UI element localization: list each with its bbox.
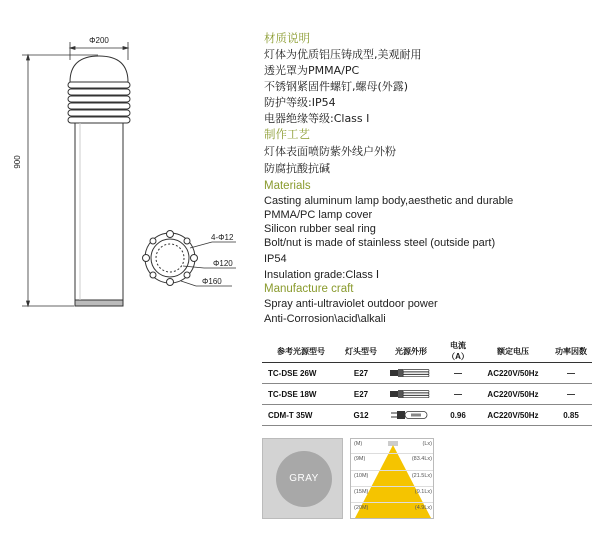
header-current: 电流（A） xyxy=(440,340,476,363)
cell-base: E27 xyxy=(340,384,382,405)
cell-model: TC-DSE 18W xyxy=(262,384,340,405)
cell-pf: — xyxy=(550,363,592,384)
distribution-row xyxy=(351,470,434,483)
cell-current: — xyxy=(440,363,476,384)
lux-label: (83.4Lx) xyxy=(411,456,432,462)
header-pf: 功率因数 xyxy=(550,340,592,363)
distribution-row xyxy=(351,439,434,452)
lux-label: (9.1Lx) xyxy=(414,489,432,495)
process-cn-line: 灯体表面喷防紫外线户外粉 xyxy=(264,145,396,158)
cfl-bulb-icon xyxy=(389,367,433,379)
cell-voltage: AC220V/50Hz xyxy=(476,384,550,405)
cell-shape xyxy=(382,405,440,426)
distance-label: (9M) xyxy=(354,456,366,462)
materials-en-line: IP54 xyxy=(264,253,287,265)
lamp-dome xyxy=(70,56,128,82)
materials-cn-line: 防护等级:IP54 xyxy=(264,96,336,109)
metal-halide-bulb-icon xyxy=(389,409,433,421)
process-cn-line: 防腐抗酸抗碱 xyxy=(264,162,330,175)
color-swatch xyxy=(262,438,343,519)
light-source-table xyxy=(262,340,592,426)
header-voltage: 额定电压 xyxy=(476,340,550,363)
table-row xyxy=(262,384,592,405)
callout-bolt: 4-Φ12 xyxy=(211,233,234,242)
distance-label: (10M) xyxy=(354,473,369,479)
light-distribution-panel xyxy=(350,438,434,519)
materials-en-line: Insulation grade:Class Ⅰ xyxy=(264,269,380,281)
process-cn-heading: 制作工艺 xyxy=(264,127,310,141)
materials-cn-line: 灯体为优质铝压铸成型,美观耐用 xyxy=(264,48,422,61)
lamp-fins xyxy=(68,82,130,123)
cell-shape xyxy=(382,363,440,384)
process-en-heading: Manufacture craft xyxy=(264,283,354,295)
lux-label: (Lx) xyxy=(422,441,432,447)
cell-current: — xyxy=(440,384,476,405)
height-label: 900 xyxy=(13,155,22,169)
cell-model: CDM-T 35W xyxy=(262,405,340,426)
cell-model: TC-DSE 26W xyxy=(262,363,340,384)
base-plan-view xyxy=(143,231,198,286)
lux-label: (4.9Lx) xyxy=(414,505,432,511)
distance-label: (15M) xyxy=(354,489,369,495)
cell-pf: 0.85 xyxy=(550,405,592,426)
cell-current: 0.96 xyxy=(440,405,476,426)
process-en-line: Spray anti-ultraviolet outdoor power xyxy=(264,298,438,310)
materials-en-line: Casting aluminum lamp body,aesthetic and durable xyxy=(264,195,514,207)
lamp-column xyxy=(75,123,123,306)
header-model: 参考光源型号 xyxy=(262,340,340,363)
distance-label: (M) xyxy=(354,441,363,447)
materials-en-line: Silicon rubber seal ring xyxy=(264,223,376,235)
lux-label: (21.5Lx) xyxy=(411,473,432,479)
bollard-drawing xyxy=(0,0,250,330)
width-label: Φ200 xyxy=(89,36,109,45)
table-header-row xyxy=(262,340,592,363)
distribution-row xyxy=(351,486,434,499)
process-en-line: Anti-Corrosion\acid\alkali xyxy=(264,313,386,325)
distribution-row xyxy=(351,453,434,466)
cell-voltage: AC220V/50Hz xyxy=(476,363,550,384)
callout-outer: Φ160 xyxy=(202,277,222,286)
materials-cn-line: 不锈钢紧固件螺钉,螺母(外露) xyxy=(264,80,409,93)
color-swatch-label: GRAY xyxy=(276,451,332,507)
materials-cn-heading: 材质说明 xyxy=(264,31,310,45)
materials-en-line: PMMA/PC lamp cover xyxy=(264,209,373,221)
materials-cn-line: 透光罩为PMMA/PC xyxy=(264,64,360,77)
cell-voltage: AC220V/50Hz xyxy=(476,405,550,426)
cell-base: G12 xyxy=(340,405,382,426)
distance-label: (20M) xyxy=(354,505,369,511)
table-row xyxy=(262,363,592,384)
cell-pf: — xyxy=(550,384,592,405)
cfl-bulb-icon xyxy=(389,388,433,400)
cell-shape xyxy=(382,384,440,405)
header-base: 灯头型号 xyxy=(340,340,382,363)
materials-cn-line: 电器绝缘等级:Class Ⅰ xyxy=(264,112,370,125)
header-shape: 光源外形 xyxy=(382,340,440,363)
materials-en-heading: Materials xyxy=(264,180,311,192)
materials-en-line: Bolt/nut is made of stainless steel (outside part) xyxy=(264,237,496,249)
cell-base: E27 xyxy=(340,363,382,384)
table-row xyxy=(262,405,592,426)
callout-inner: Φ120 xyxy=(213,259,233,268)
distribution-row xyxy=(351,502,434,515)
